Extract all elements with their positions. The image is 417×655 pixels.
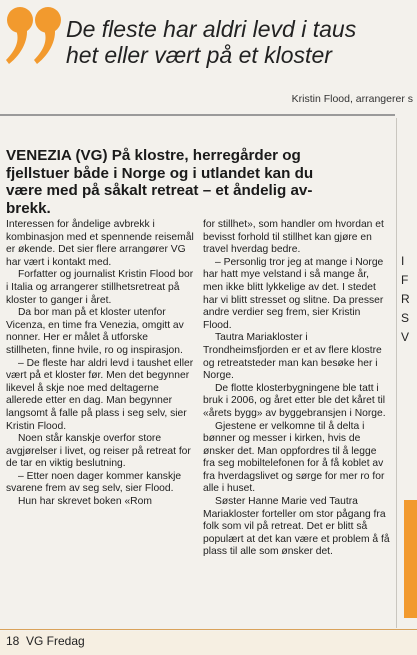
lead-line: brekk. bbox=[6, 199, 51, 217]
paragraph: for stillhet», som handler om hvordan et bevisst forhold til stillhet kan gjøre en travel hverdag bedre. bbox=[203, 219, 384, 256]
divider bbox=[0, 114, 395, 116]
paragraph: Interessen for åndelige avbrekk i kombinasjon med et spennende reisemål er økende. Det sier flere arrangører VG har vært i kontakt med. bbox=[6, 219, 194, 268]
fragment-letter: F bbox=[401, 273, 409, 287]
paragraph: – Personlig tror jeg at mange i Norge har hatt mye velstand i så mange år, men ikke blitt lykkelige av det. I stedet har vi blitt stresset og slitne. Da presser andre verdier seg frem, sier Kristin Flood. bbox=[203, 256, 384, 331]
page-number: 18 bbox=[6, 634, 20, 648]
paragraph: Gjestene er velkomne til å delta i bønner og messer i kirken, hvis de ønsker det. Man oppfordres til å legge fra seg mobiltelefonen for å få koblet av fra hverdagslivet og sørge for mer ro for alle i huset. bbox=[203, 420, 385, 495]
quote-attribution: Kristin Flood, arrangerer s bbox=[291, 93, 413, 105]
paragraph: Søster Hanne Marie ved Tautra Mariakloster forteller om stor pågang fra folk som vil på retreat. Det er blitt så populært at det kan være et problem å få plass til alle som ønsker det. bbox=[203, 496, 390, 558]
footer-divider bbox=[0, 629, 417, 630]
article-column-left bbox=[6, 219, 194, 509]
orange-box-edge bbox=[404, 500, 417, 618]
section-name: VG Fredag bbox=[26, 634, 85, 648]
lead-paragraph bbox=[6, 147, 391, 217]
pull-quote bbox=[66, 16, 417, 68]
paragraph: Noen står kanskje overfor store avgjørelser i livet, og reiser på retreat for de tar en viktig beslutning. bbox=[6, 433, 191, 470]
fragment-letter: R bbox=[401, 292, 410, 306]
lead-line: VENEZIA (VG) På klostre, herregårder og bbox=[6, 147, 301, 164]
article-column-right bbox=[203, 219, 391, 559]
paragraph: Da bor man på et kloster utenfor Vicenza, en time fra Venezia, omgitt av nonner. Her er målet å utforske stillheten, finne hvile, ro og inspirasjon. bbox=[6, 307, 184, 356]
fragment-letter: V bbox=[401, 330, 410, 344]
lead-line: fjellstuer både i Norge og i utlandet kan du bbox=[6, 164, 314, 182]
adjacent-column-fragment bbox=[401, 252, 417, 347]
paragraph: – Etter noen dager kommer kanskje svarene frem av seg selv, sier Flood. bbox=[6, 470, 182, 495]
paragraph: Tautra Mariakloster i Trondheimsfjorden er et av flere klostre og retreatsteder man kan besøke her i Norge. bbox=[203, 332, 382, 382]
paragraph: – De fleste har aldri levd i taushet eller vært på et kloster før. Men det begynner likevel å skje noe med deltagerne allerede etter en dag. Man begynner langsomt å falle på plass i seg selv, sier Kristin Flood. bbox=[6, 357, 194, 432]
pull-quote-line: het eller vært på et kloster bbox=[66, 42, 332, 68]
lead-line: være med på såkalt retreat – et åndelig av- bbox=[6, 182, 313, 199]
pull-quote-line: De fleste har aldri levd i taus bbox=[66, 16, 357, 42]
paragraph: De flotte klosterbygningene ble tatt i bruk i 2006, og året etter ble det kåret til «årets bygg» av byggebransjen i Norge. bbox=[203, 382, 386, 419]
fragment-letter: S bbox=[401, 311, 410, 325]
column-divider bbox=[396, 118, 397, 628]
paragraph: Forfatter og journalist Kristin Flood bor i Italia og arrangerer stillhetsretreat på kloster to ganger i året. bbox=[6, 269, 194, 306]
paragraph: Hun har skrevet boken «Rom bbox=[18, 496, 152, 508]
quote-mark-icon bbox=[4, 0, 66, 68]
fragment-letter: I bbox=[401, 254, 405, 268]
